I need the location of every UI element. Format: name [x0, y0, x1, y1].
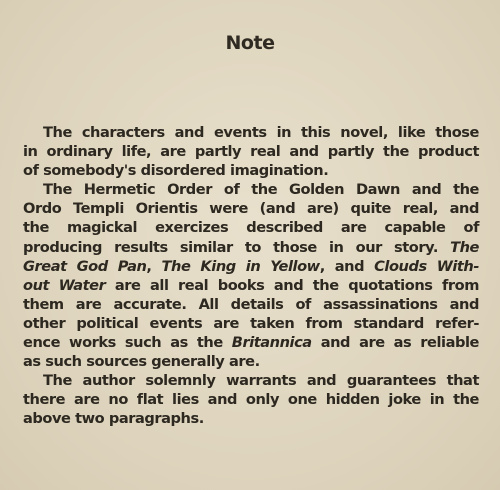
- book-title: Clouds With-: [374, 257, 479, 275]
- text-fragment: ,: [146, 257, 162, 275]
- text-line-content: as such sources generally are.: [23, 353, 260, 371]
- text-line: [23, 333, 479, 352]
- text-line: [23, 371, 479, 390]
- text-line: [23, 390, 479, 409]
- text-line: [23, 161, 479, 180]
- text-line-content: of somebody's disordered imagination.: [23, 162, 329, 180]
- text-line: [23, 257, 479, 276]
- text-line: [23, 352, 479, 371]
- text-line: [23, 238, 479, 257]
- text-line: [23, 199, 479, 218]
- text-line-content: above two paragraphs.: [23, 410, 204, 428]
- text-fragment: and are as reliable: [311, 334, 479, 352]
- text-line-content: other political events are taken from standard refer-: [23, 314, 479, 332]
- text-fragment: ence works such as the: [23, 334, 232, 352]
- text-line: [23, 142, 479, 161]
- text-line: [23, 218, 479, 237]
- note-body: [23, 123, 479, 429]
- book-title: Britannica: [231, 334, 312, 352]
- text-line: [23, 123, 479, 142]
- italic-text: The: [450, 238, 479, 256]
- text-line-content: Ordo Templi Orientis were (and are) quite real, and: [23, 200, 479, 218]
- text-line: [23, 314, 479, 333]
- text-line-content: in ordinary life, are partly real and partly the product: [23, 143, 479, 161]
- text-line-content: there are no flat lies and only one hidden joke in the: [23, 391, 479, 409]
- text-line-content: the magickal exercizes described are capable of: [23, 219, 479, 237]
- text-line: [23, 409, 479, 428]
- text-line: [23, 180, 479, 199]
- text-fragment: are all real books and the quotations from: [105, 276, 480, 294]
- text-line: [23, 295, 479, 314]
- text-line-content: The characters and events in this novel, like those: [43, 124, 479, 141]
- page-title: Note: [225, 32, 275, 54]
- text-line-content: The author solemnly warrants and guarantees that: [43, 372, 479, 390]
- text-line-content: them are accurate. All details of assassinations and: [23, 295, 479, 313]
- book-title: out Water: [23, 276, 106, 294]
- text-fragment: , and: [319, 257, 375, 275]
- text-line: [23, 276, 479, 295]
- text-line-content: The Hermetic Order of the Golden Dawn and the: [43, 181, 479, 199]
- book-title: The King in Yellow: [161, 257, 320, 275]
- text-line-content: producing results similar to those in our story.: [23, 238, 438, 256]
- book-title: Great God Pan: [23, 257, 147, 275]
